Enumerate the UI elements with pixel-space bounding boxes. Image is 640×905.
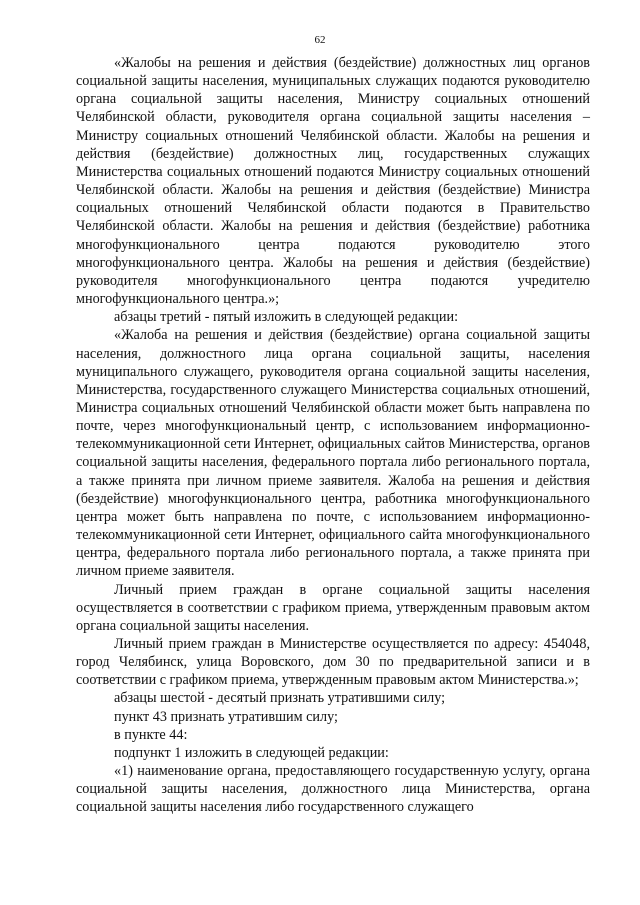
paragraph-in-point-44: в пункте 44: bbox=[114, 726, 188, 743]
paragraph-subpoint-1-intro: подпункт 1 изложить в следующей редакции: bbox=[114, 744, 389, 761]
paragraph-amend-abzac-3-5: абзацы третий - пятый изложить в следующей редакции: bbox=[114, 309, 459, 326]
paragraph-repeal-abzac-6-10: абзацы шестой - десятый признать утратившими силу; bbox=[114, 690, 446, 707]
paragraph-personal-reception-ministry: Личный прием граждан в Министерстве осуществляется по адресу: 454048, город Челябинск, улица Воровского, дом 30 по предварительной записи и в соответствии с графиком приема, утвержденным правовым актом Министерства.»; bbox=[76, 636, 590, 689]
paragraph-complaints-officials: «Жалобы на решения и действия (бездействие) должностных лиц органов социальной защиты населения, муниципальных служащих подаются руководителю органа социальной защиты населения, Министру социальных отношений Челябинской области, руководителя органа социальной защиты населения – Министру социальных отношений Челябинской области. Жалобы на решения и действия (бездействие) должностных лиц, государственных служащих Министерства социальных отношений подаются Министру социальных отношений Челябинской области. Жалобы на решения и действия (бездействие) Министра социальных отношений Челябинской области подаются в Правительство Челябинской области. Жалобы на решения и действия (бездействие) работника многофункционального центра подаются руководителю этого многофункционального центра. Жалобы на решения и действия (бездействие) руководителя многофункционального центра подаются учредителю многофункционального центра.»; bbox=[76, 55, 590, 308]
paragraph-personal-reception-social: Личный прием граждан в органе социальной защиты населения осуществляется в соответствии с графиком приема, утвержденным правовым актом органа социальной защиты населения. bbox=[76, 581, 590, 634]
paragraph-complaint-channels: «Жалоба на решения и действия (бездействие) органа социальной защиты населения, должностного лица органа социальной защиты, населения муниципального служащего, руководителя органа социальной защиты населения, Министерства, государственного служащего Министерства социальных отношений, Министра социальных отношений Челябинской области может быть направлена по почте, через многофункциональный центр, с использованием информационно-телекоммуникационной сети Интернет, официальных сайтов Министерства, органов социальной защиты населения, федерального портала либо регионального портала, а также принята при личном приеме заявителя. Жалоба на решения и действия (бездействие) многофункционального центра, работника многофункционального центра может быть направлена по почте, с использованием информационно-телекоммуникационной сети Интернет, официального сайта многофункционального центра, федерального портала либо регионального портала, а также принята при личном приеме заявителя. bbox=[76, 327, 590, 580]
document-body bbox=[76, 54, 590, 817]
paragraph-repeal-point-43: пункт 43 признать утратившим силу; bbox=[114, 708, 338, 725]
page-number: 62 bbox=[314, 34, 326, 46]
paragraph-subpoint-1-text: «1) наименование органа, предоставляющего государственную услугу, органа социальной защиты населения, должностного лица Министерства, органа социальной защиты населения либо государственного служащего bbox=[76, 763, 590, 816]
